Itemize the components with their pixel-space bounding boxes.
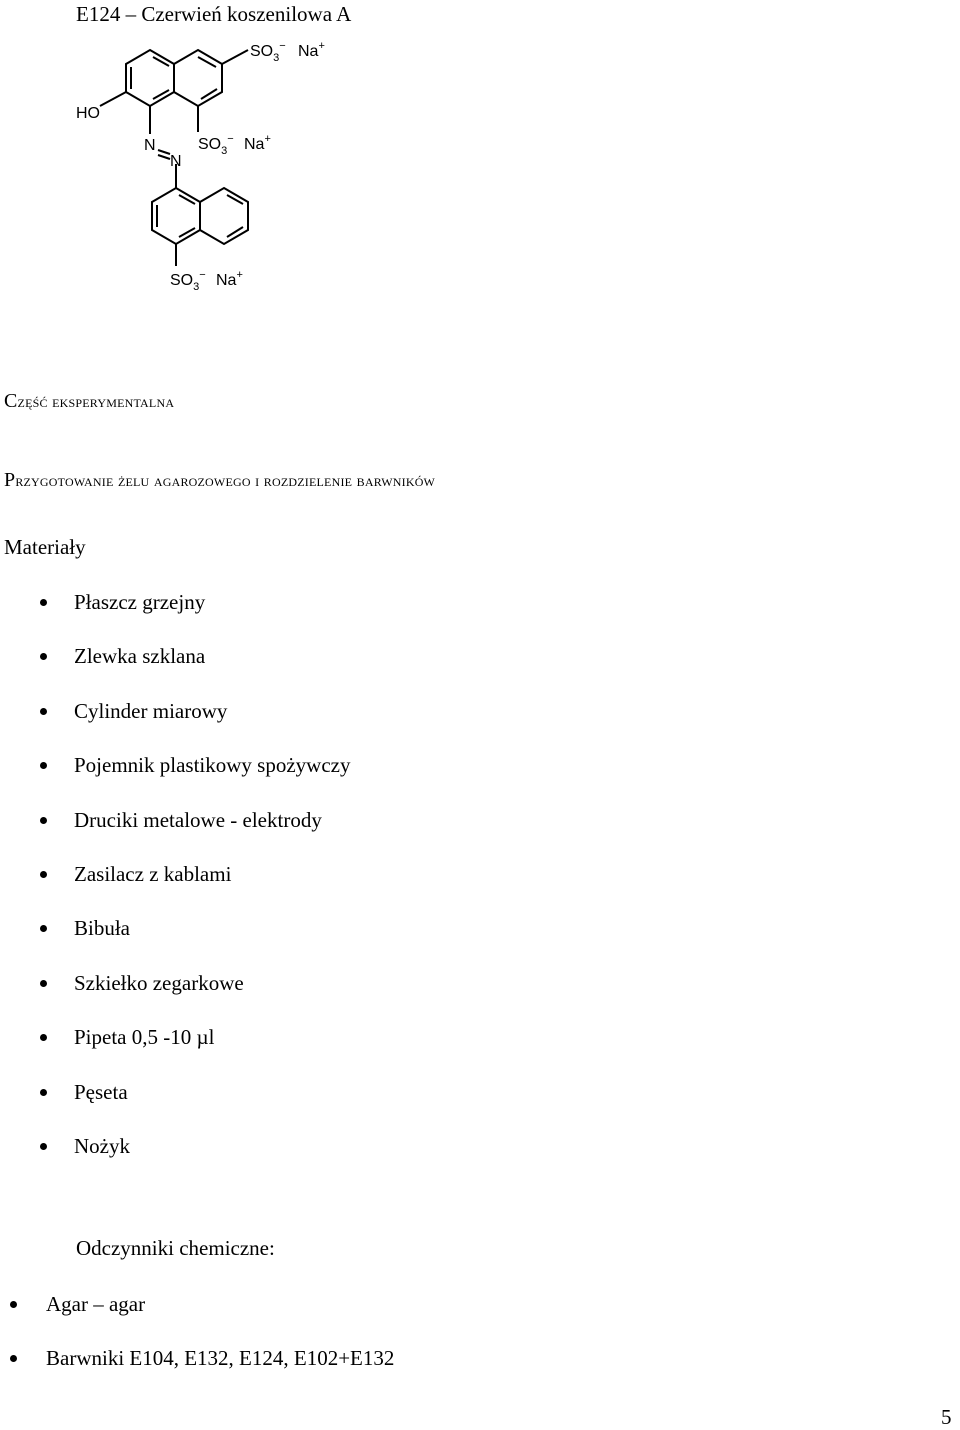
- bullet-icon: [40, 599, 47, 606]
- experimental-section-heading: Część eksperymentalna: [4, 390, 175, 412]
- bullet-icon: [40, 653, 47, 660]
- bullet-icon: [40, 925, 47, 932]
- list-item: Nożyk: [40, 1132, 350, 1186]
- list-item: Barwniki E104, E132, E124, E102+E132: [10, 1344, 394, 1398]
- azo-n2-label: N: [170, 153, 182, 170]
- sulfonate-top-label: $SO_3^-$: [250, 40, 286, 64]
- sodium-mid-label: Na+: [244, 133, 271, 153]
- bullet-icon: [40, 980, 47, 987]
- bullet-icon: [10, 1355, 17, 1362]
- bullet-icon: [40, 817, 47, 824]
- bullet-icon: [40, 871, 47, 878]
- hydroxyl-label: HO: [76, 105, 100, 122]
- sodium-top-label: Na+: [298, 40, 325, 60]
- bullet-icon: [40, 1143, 47, 1150]
- list-item: Zasilacz z kablami: [40, 860, 350, 914]
- list-item: Szkiełko zegarkowe: [40, 969, 350, 1023]
- preparation-section-heading: Przygotowanie żelu agarozowego i rozdzielenie barwników: [4, 469, 436, 491]
- list-item: Pojemnik plastikowy spożywczy: [40, 751, 350, 805]
- bullet-icon: [40, 1034, 47, 1041]
- azo-n1-label: N: [144, 137, 156, 154]
- lower-naphthalene-ring: [152, 188, 248, 266]
- materials-label: Materiały: [4, 535, 86, 559]
- upper-naphthalene-ring: [100, 50, 248, 134]
- sodium-bottom-label: Na+: [216, 269, 243, 289]
- materials-list: [40, 588, 350, 1186]
- list-item: Cylinder miarowy: [40, 697, 350, 751]
- list-item: Pęseta: [40, 1078, 350, 1132]
- sulfonate-mid-label: $SO_3^-$: [198, 133, 234, 157]
- reagents-label: Odczynniki chemiczne:: [76, 1236, 275, 1260]
- list-item: Bibuła: [40, 914, 350, 968]
- reagents-list: [10, 1290, 394, 1399]
- bullet-icon: [40, 1089, 47, 1096]
- page-number: 5: [941, 1405, 952, 1429]
- list-item: Agar – agar: [10, 1290, 394, 1344]
- bullet-icon: [40, 708, 47, 715]
- bullet-icon: [10, 1301, 17, 1308]
- list-item: Płaszcz grzejny: [40, 588, 350, 642]
- sulfonate-bottom-label: $SO_3^-$: [170, 269, 206, 293]
- bullet-icon: [40, 762, 47, 769]
- chemical-structure-diagram: [70, 36, 360, 296]
- list-item: Zlewka szklana: [40, 642, 350, 696]
- list-item: Druciki metalowe - elektrody: [40, 806, 350, 860]
- dye-title: E124 – Czerwień koszenilowa A: [76, 2, 352, 26]
- list-item: Pipeta 0,5 -10 µl: [40, 1023, 350, 1077]
